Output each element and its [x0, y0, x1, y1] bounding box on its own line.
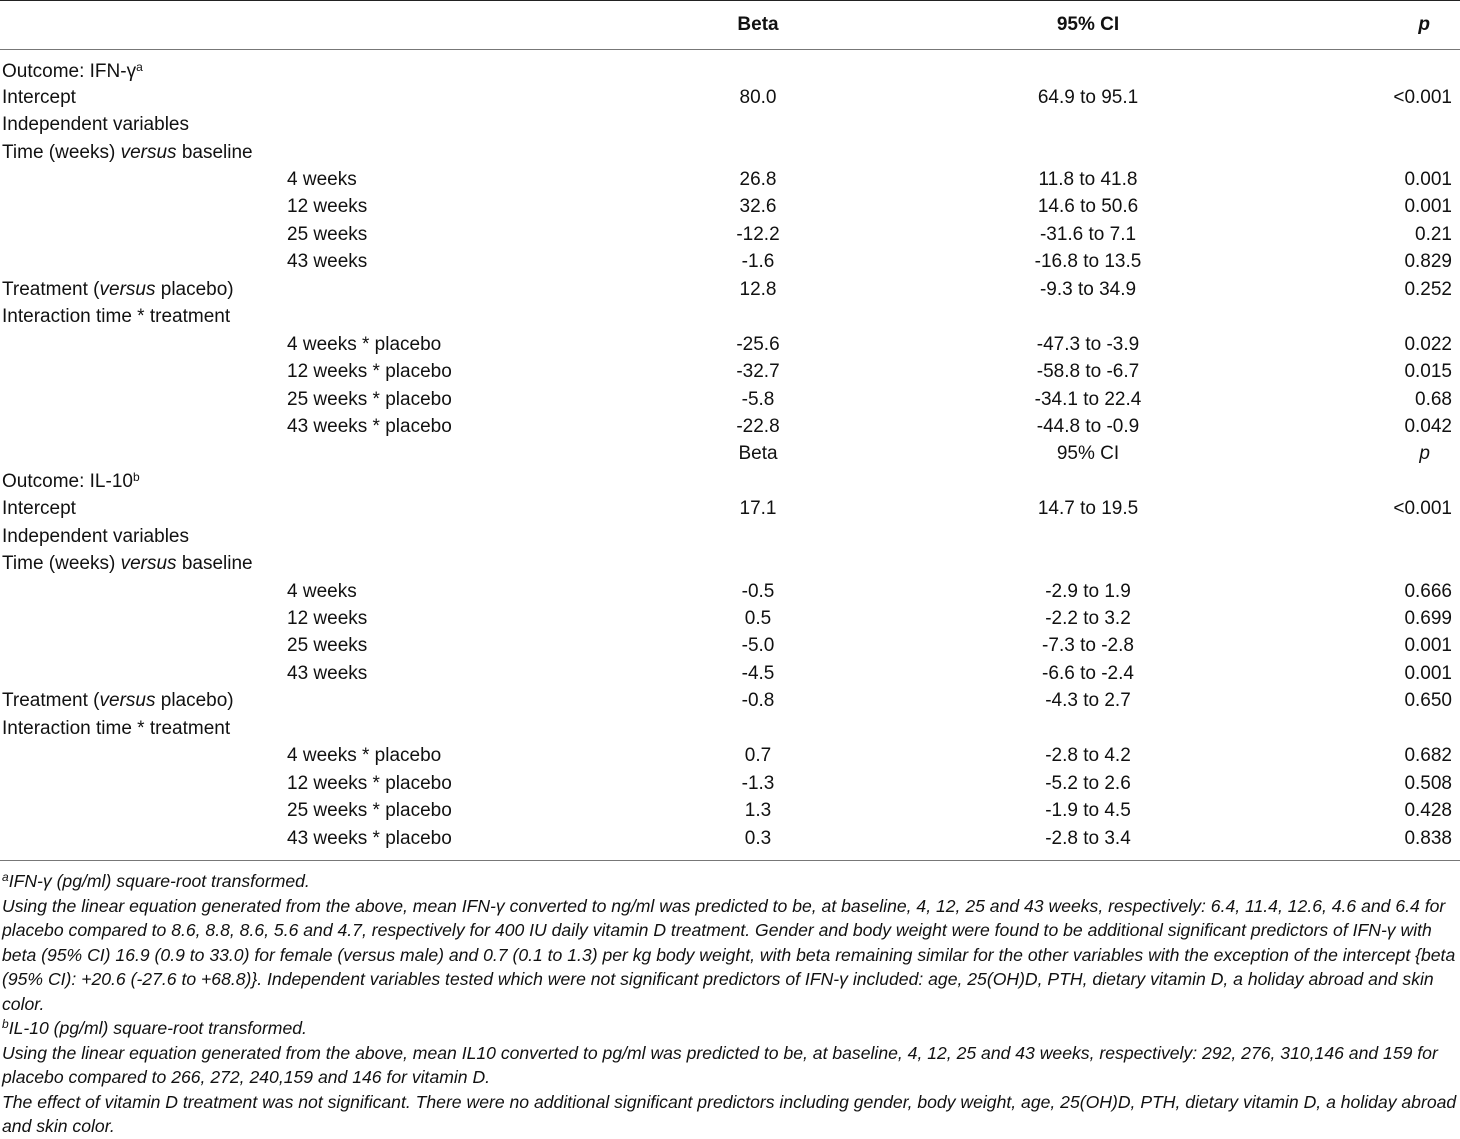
ifn-outcome-row: [0, 50, 1460, 85]
table-row: [0, 550, 1460, 577]
table-row: [0, 111, 1460, 138]
row-label: Intercept: [2, 498, 76, 520]
row-label: Independent variables: [2, 525, 189, 547]
p-value: 0.042: [1404, 415, 1452, 437]
row-label: Time (weeks) versus baseline: [2, 141, 253, 163]
header-empty-2: [285, 1, 603, 50]
beta-value: -0.8: [741, 690, 775, 712]
table-row: [0, 523, 1460, 550]
table-row: [0, 331, 1460, 358]
table-row: [0, 770, 1460, 797]
p-value: 0.682: [1404, 745, 1452, 767]
beta-value: 80.0: [739, 86, 777, 108]
row-label: Independent variables: [2, 114, 189, 136]
ci-value: -34.1 to 22.4: [1034, 388, 1142, 410]
ci-value: -5.2 to 2.6: [1045, 772, 1131, 794]
ci-value: -16.8 to 13.5: [1034, 251, 1142, 273]
p-value: 0.001: [1404, 662, 1452, 684]
p-value: 0.650: [1404, 690, 1452, 712]
header-empty: [0, 1, 285, 50]
ci-value: -2.8 to 3.4: [1045, 827, 1131, 849]
p-value: 0.428: [1404, 800, 1452, 822]
row-label: 25 weeks * placebo: [287, 388, 452, 410]
row-label: 4 weeks: [287, 169, 357, 191]
beta-value: 0.3: [744, 827, 772, 849]
beta-value: -0.5: [741, 580, 775, 602]
footnote-a-text: Using the linear equation generated from the above, mean IFN-γ converted to ng/ml was predicted to be, at baseline, 4, 12, 25 and 43 weeks, respectively: 6.4, 11.4, 12.6, 4.6 and 6.4 for placebo compared to 8.6, 8.8, 8.6, 5.6 and 4.7, respectively for 400 IU daily vitamin D treatment. Gender and body weight were found to be additional significant predictors of IFN-γ with beta (95% CI) 16.9 (0.9 to 33.0) for female (versus male) and 0.7 (0.1 to 1.3) per kg body weight, with beta remaining similar for the other variables with the exception of the intercept {beta (95% CI): +20.6 (-27.6 to +68.8)}. Independent variables tested which were not significant predictors of IFN-γ included: age, 25(OH)D, PTH, dietary vitamin D, a holiday abroad and skin color.: [2, 895, 1456, 1014]
beta-value: 26.8: [739, 169, 777, 191]
ci-value: -47.3 to -3.9: [1036, 333, 1140, 355]
p-value: 0.252: [1404, 278, 1452, 300]
subheader-beta: Beta: [738, 443, 778, 465]
beta-value: -4.5: [741, 662, 775, 684]
beta-value: 0.7: [744, 745, 772, 767]
row-label: 25 weeks: [287, 223, 368, 245]
ci-value: -7.3 to -2.8: [1042, 635, 1134, 657]
ci-value: 14.7 to 19.5: [1037, 498, 1139, 520]
beta-value: 12.8: [739, 278, 777, 300]
header-p: p: [1263, 1, 1460, 50]
row-label: 43 weeks: [287, 251, 368, 273]
table-row: [0, 194, 1460, 221]
beta-value: 1.3: [744, 800, 772, 822]
row-label: 12 weeks: [287, 608, 368, 630]
beta-value: -1.3: [741, 772, 775, 794]
row-label: Interaction time * treatment: [2, 306, 231, 328]
subheader-ci: 95% CI: [1056, 443, 1120, 465]
table-row: [0, 166, 1460, 193]
ci-value: 14.6 to 50.6: [1037, 196, 1139, 218]
table-row: [0, 276, 1460, 303]
ci-value: -2.9 to 1.9: [1045, 580, 1131, 602]
p-value: 0.001: [1404, 635, 1452, 657]
table-row: [0, 743, 1460, 770]
il10-outcome-label: Outcome: IL-10$^b$: [2, 469, 140, 492]
p-value: 0.838: [1404, 827, 1452, 849]
row-label: Intercept: [2, 86, 76, 108]
ci-value: -6.6 to -2.4: [1042, 662, 1134, 684]
row-label: 25 weeks: [287, 635, 368, 657]
subheader-p: p: [1419, 443, 1430, 465]
table-row: [0, 688, 1460, 715]
row-label: 4 weeks: [287, 580, 357, 602]
beta-value: -22.8: [736, 415, 780, 437]
ci-value: -58.8 to -6.7: [1036, 361, 1140, 383]
ci-value: 64.9 to 95.1: [1037, 86, 1139, 108]
ci-value: -2.8 to 4.2: [1045, 745, 1131, 767]
table-row: [0, 84, 1460, 111]
row-label: 4 weeks * placebo: [287, 745, 442, 767]
table-row: [0, 221, 1460, 248]
table-row: [0, 413, 1460, 440]
footnote-a: $^a$IFN-γ (pg/ml) square-root transformed.: [2, 870, 310, 892]
p-value: 0.21: [1415, 223, 1452, 245]
table-row: [0, 386, 1460, 413]
p-value: 0.015: [1404, 361, 1452, 383]
row-label: 43 weeks * placebo: [287, 827, 452, 849]
row-label: 25 weeks * placebo: [287, 800, 452, 822]
p-value: 0.68: [1415, 388, 1452, 410]
footnote-marker: b: [132, 469, 140, 484]
footnote-b: $^b$IL-10 (pg/ml) square-root transformed.: [2, 1017, 307, 1039]
table-row: [0, 633, 1460, 660]
row-label: Interaction time * treatment: [2, 717, 231, 739]
ci-value: -31.6 to 7.1: [1039, 223, 1137, 245]
table-row: [0, 304, 1460, 331]
ci-value: -44.8 to -0.9: [1036, 415, 1140, 437]
table-row: [0, 660, 1460, 687]
row-label: Time (weeks) versus baseline: [2, 553, 253, 575]
row-label: Treatment (versus placebo): [2, 278, 234, 300]
beta-value: 0.5: [744, 608, 772, 630]
p-value: 0.666: [1404, 580, 1452, 602]
table-footnotes: [0, 860, 1460, 1139]
row-label: 12 weeks: [287, 196, 368, 218]
p-value: 0.001: [1404, 169, 1452, 191]
footnote-marker: a: [136, 60, 143, 74]
table-row: [0, 715, 1460, 742]
table-row: [0, 605, 1460, 632]
header-beta: Beta: [603, 1, 913, 50]
row-label: 43 weeks * placebo: [287, 415, 452, 437]
beta-value: -32.7: [736, 361, 780, 383]
row-label: 12 weeks * placebo: [287, 361, 452, 383]
p-value: 0.001: [1404, 196, 1452, 218]
p-value: 0.022: [1404, 333, 1452, 355]
table-row: [0, 249, 1460, 276]
ci-value: -2.2 to 3.2: [1045, 608, 1131, 630]
beta-value: -5.0: [741, 635, 775, 657]
row-label: 12 weeks * placebo: [287, 772, 452, 794]
table-header-row: [0, 1, 1460, 50]
beta-value: -12.2: [736, 223, 780, 245]
footnote-b-text: Using the linear equation generated from the above, mean IL10 converted to pg/ml was predicted to be, at baseline, 4, 12, 25 and 43 weeks, respectively: 292, 276, 310,146 and 159 for placebo compared to 266, 272, 240,159 and 146 for vitamin D.: [2, 1042, 1438, 1088]
beta-value: -1.6: [741, 251, 775, 273]
p-value: 0.508: [1404, 772, 1452, 794]
row-label: Treatment (versus placebo): [2, 690, 234, 712]
beta-value: -25.6: [736, 333, 780, 355]
il10-outcome-row: [0, 468, 1460, 495]
table-row: [0, 358, 1460, 385]
table-row: [0, 139, 1460, 166]
row-label: 43 weeks: [287, 662, 368, 684]
table-row: [0, 825, 1460, 860]
table-row: [0, 797, 1460, 824]
subheader-row: [0, 441, 1460, 468]
table-row: [0, 578, 1460, 605]
ci-value: -4.3 to 2.7: [1045, 690, 1131, 712]
p-value: 0.829: [1404, 251, 1452, 273]
p-value: 0.699: [1404, 608, 1452, 630]
p-value: <0.001: [1393, 86, 1452, 108]
p-value: <0.001: [1393, 498, 1452, 520]
beta-value: -5.8: [741, 388, 775, 410]
table-row: [0, 496, 1460, 523]
row-label: 4 weeks * placebo: [287, 333, 442, 355]
ci-value: 11.8 to 41.8: [1038, 169, 1138, 191]
beta-value: 17.1: [739, 498, 777, 520]
footnote-c-text: The effect of vitamin D treatment was not significant. There were no additional significant predictors including gender, body weight, age, 25(OH)D, PTH, dietary vitamin D, a holiday abroad and skin color.: [2, 1091, 1457, 1137]
beta-value: 32.6: [739, 196, 777, 218]
header-ci: 95% CI: [913, 1, 1263, 50]
ci-value: -9.3 to 34.9: [1039, 278, 1137, 300]
ci-value: -1.9 to 4.5: [1045, 800, 1131, 822]
ifn-outcome-label: Outcome: IFN-$\gamma^a$: [2, 60, 143, 82]
